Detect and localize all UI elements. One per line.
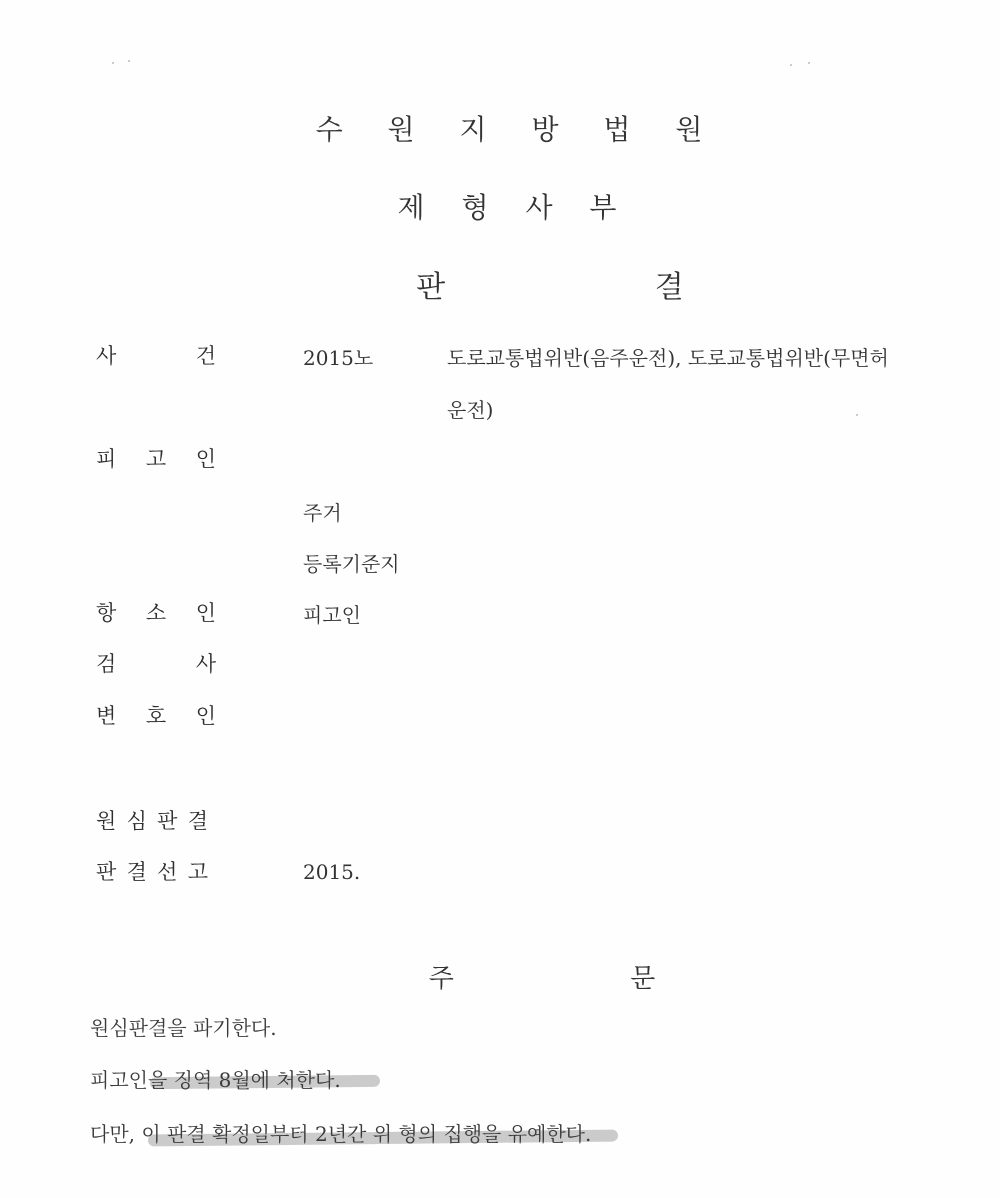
order-line-2: 피고인을 징역 8월에 처한다. <box>90 1068 341 1092</box>
original-judgment-label-char: 심 <box>126 809 147 833</box>
judgment-date-label-char: 결 <box>126 860 147 884</box>
original-judgment-label <box>96 805 208 835</box>
scan-speck <box>112 62 114 64</box>
appellant-value: 피고인 <box>303 603 361 627</box>
appellant-label-char: 항 <box>96 601 117 625</box>
judgment-date-label-char: 판 <box>96 860 117 884</box>
original-judgment-label-char: 원 <box>96 809 117 833</box>
address-label: 주거 <box>303 501 342 525</box>
order-line-1: 원심판결을 파기한다. <box>90 1016 277 1040</box>
appellant-label <box>96 597 216 627</box>
document-type: 판 결 <box>416 270 784 305</box>
prosecutor-label <box>96 648 216 678</box>
original-judgment-label-char: 판 <box>157 809 178 833</box>
case-name-line-1: 도로교통법위반(음주운전), 도로교통법위반(무면허 <box>447 346 889 370</box>
original-judgment-label-char: 결 <box>187 809 208 833</box>
counsel-label <box>96 700 216 730</box>
order-title: 주 문 <box>428 964 740 994</box>
defendant-label-char: 고 <box>145 447 167 471</box>
scan-speck <box>808 62 810 64</box>
prosecutor-label-char: 검 <box>96 652 117 676</box>
scan-speck <box>790 64 792 66</box>
case-label-char: 건 <box>195 344 216 368</box>
case-name-line-2: 운전) <box>447 398 494 422</box>
counsel-label-char: 호 <box>145 704 167 728</box>
case-number: 2015노 <box>303 346 374 370</box>
appellant-label-char: 소 <box>145 601 167 625</box>
prosecutor-label-char: 사 <box>195 652 216 676</box>
registration-label: 등록기준지 <box>303 552 400 576</box>
defendant-label-char: 인 <box>195 447 216 471</box>
judgment-date-label-char: 선 <box>157 860 178 884</box>
counsel-label-char: 인 <box>195 704 216 728</box>
judgment-date-label <box>96 856 208 886</box>
scan-speck <box>128 60 130 62</box>
order-line-3: 다만, 이 판결 확정일부터 2년간 위 형의 집행을 유예한다. <box>90 1122 592 1146</box>
appellant-label-char: 인 <box>195 601 216 625</box>
judgment-date-value: 2015. <box>303 860 361 884</box>
defendant-label-char: 피 <box>96 447 117 471</box>
scan-speck <box>856 414 858 416</box>
division-name: 제 형 사 부 <box>397 191 631 224</box>
case-label-char: 사 <box>96 344 117 368</box>
counsel-label-char: 변 <box>96 704 117 728</box>
judgment-date-label-char: 고 <box>187 860 208 884</box>
court-name: 수 원 지 방 법 원 <box>315 113 721 146</box>
case-label <box>96 340 216 370</box>
defendant-label <box>96 443 216 473</box>
